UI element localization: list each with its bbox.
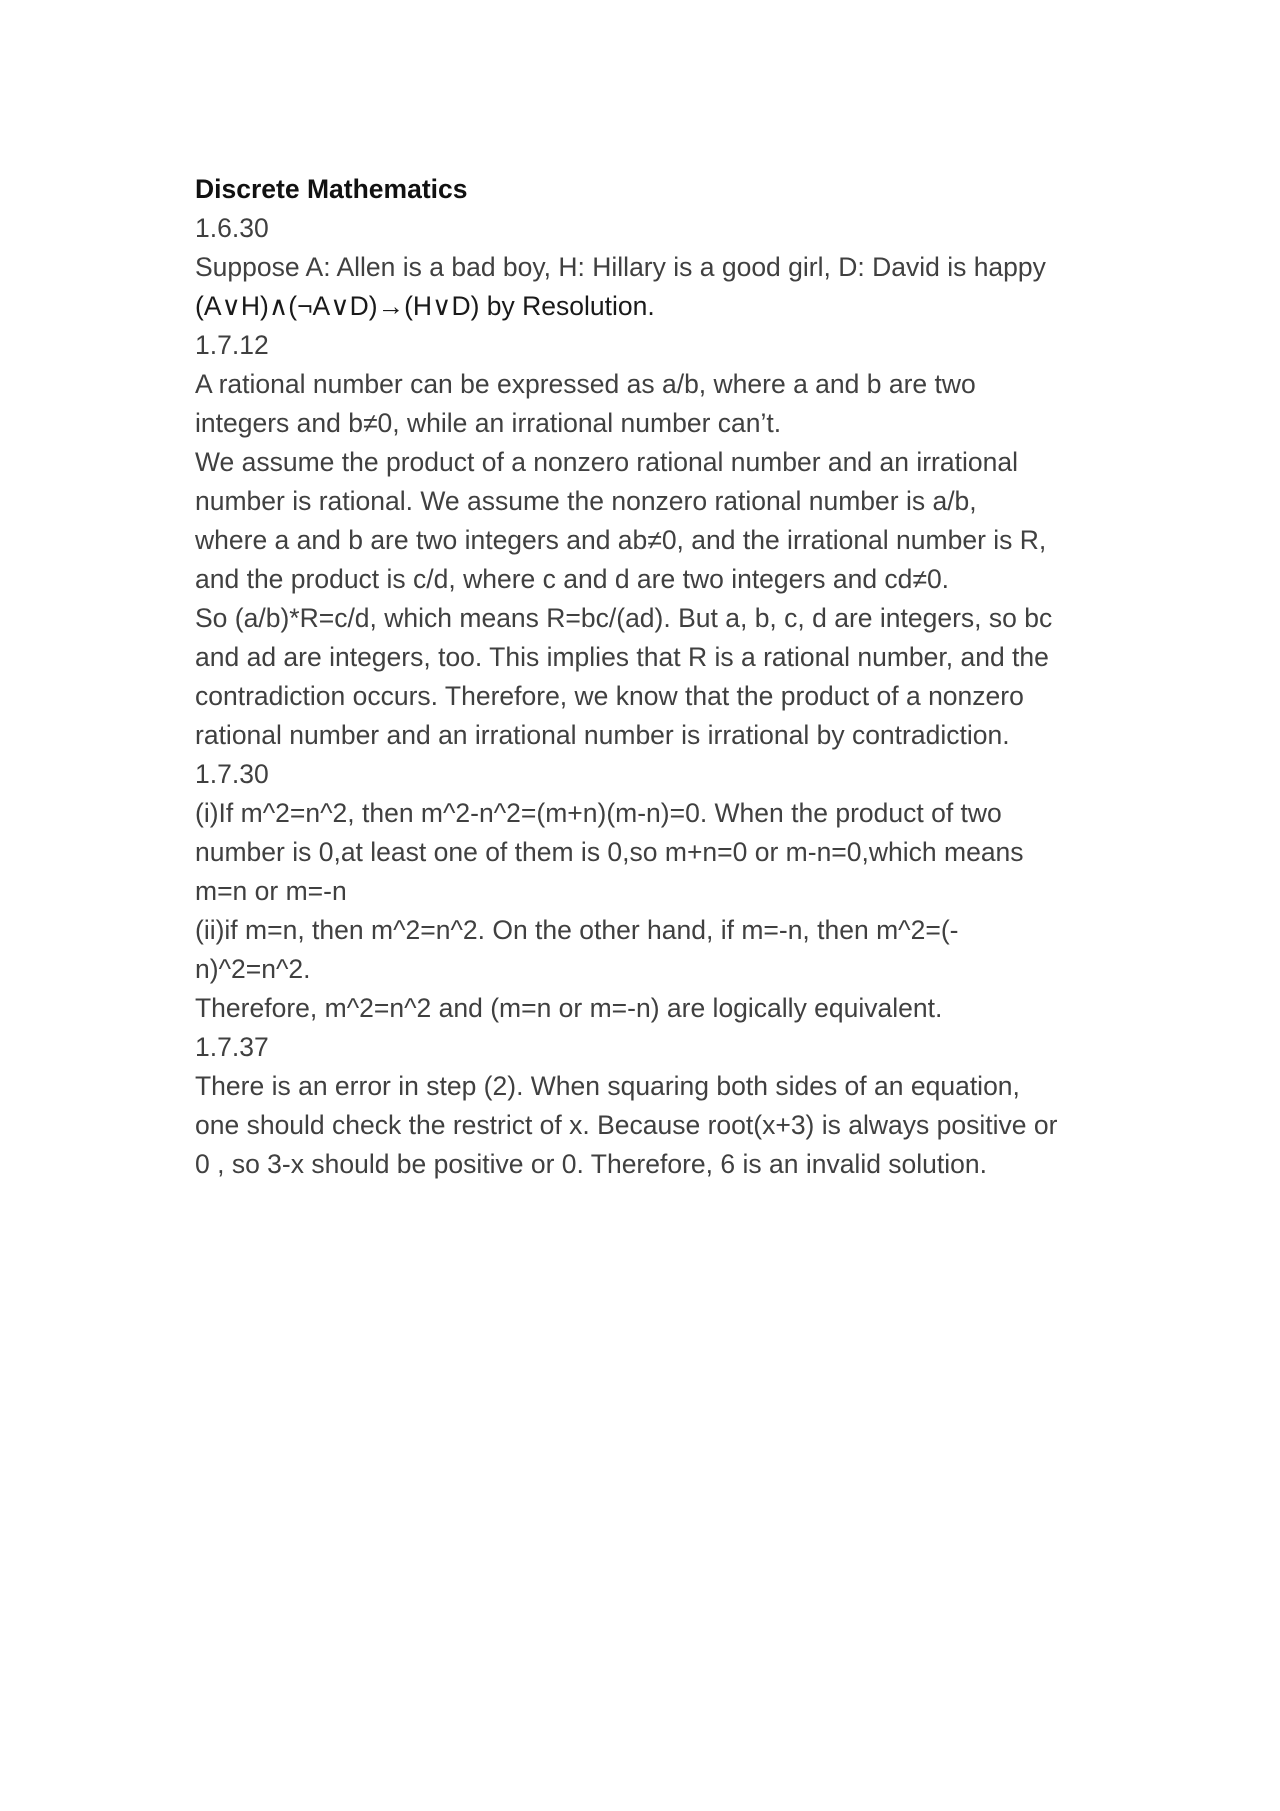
section-number: 1.6.30 (195, 213, 269, 243)
document-title: Discrete Mathematics (195, 174, 468, 204)
section-number: 1.7.37 (195, 1032, 269, 1062)
text-line: 0 , so 3-x should be positive or 0. Therefore, 6 is an invalid solution. (195, 1149, 988, 1179)
text-line: (ii)if m=n, then m^2=n^2. On the other hand, if m=-n, then m^2=(- (195, 915, 959, 945)
text-line: There is an error in step (2). When squaring both sides of an equation, (195, 1071, 1020, 1101)
text-line: (i)If m^2=n^2, then m^2-n^2=(m+n)(m-n)=0. When the product of two (195, 798, 1002, 828)
text-line: and the product is c/d, where c and d are two integers and cd≠0. (195, 564, 950, 594)
document-page (195, 170, 1105, 1184)
text-line: contradiction occurs. Therefore, we know that the product of a nonzero (195, 681, 1024, 711)
text-line: and ad are integers, too. This implies that R is a rational number, and the (195, 642, 1049, 672)
text-line: m=n or m=-n (195, 876, 347, 906)
text-line: number is rational. We assume the nonzero rational number is a/b, (195, 486, 977, 516)
formula-line: (A∨H)∧(¬A∨D)→(H∨D) by Resolution. (195, 291, 655, 321)
text-line: integers and b≠0, while an irrational number can’t. (195, 408, 782, 438)
text-line: number is 0,at least one of them is 0,so m+n=0 or m-n=0,which means (195, 837, 1024, 867)
section-number: 1.7.12 (195, 330, 269, 360)
text-line: So (a/b)*R=c/d, which means R=bc/(ad). But a, b, c, d are integers, so bc (195, 603, 1053, 633)
text-line: A rational number can be expressed as a/b, where a and b are two (195, 369, 976, 399)
text-line: n)^2=n^2. (195, 954, 311, 984)
text-line: one should check the restrict of x. Because root(x+3) is always positive or (195, 1110, 1058, 1140)
text-line: Suppose A: Allen is a bad boy, H: Hillary is a good girl, D: David is happy (195, 252, 1046, 282)
text-line: where a and b are two integers and ab≠0, and the irrational number is R, (195, 525, 1047, 555)
text-line: We assume the product of a nonzero rational number and an irrational (195, 447, 1018, 477)
text-line: rational number and an irrational number is irrational by contradiction. (195, 720, 1010, 750)
section-number: 1.7.30 (195, 759, 269, 789)
text-line: Therefore, m^2=n^2 and (m=n or m=-n) are logically equivalent. (195, 993, 943, 1023)
